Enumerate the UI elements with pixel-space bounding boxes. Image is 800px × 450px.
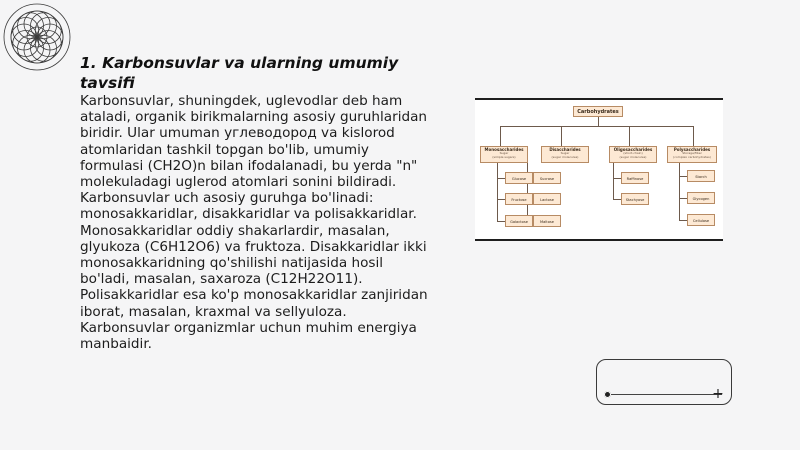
connector xyxy=(629,126,630,146)
leaf-label: Starch xyxy=(695,175,707,179)
group-sublabel: Sugar xyxy=(560,151,570,155)
diagram-leaf-node xyxy=(687,170,715,182)
group-sublabel: (simple sugars) xyxy=(492,154,516,159)
diagram-group-node xyxy=(609,146,657,163)
diagram-group-node xyxy=(480,146,528,163)
slide-body-text: Karbonsuvlar, shuningdek, uglevodlar deb ham ataladi, organik birikmalarning asosiy guruhlaridan biridir. Ular umuman углеводород va kislorod atomlaridan tashkil topgan bo'lib, umumiy formulasi (CH2O)n bilan ifodalanadi, bu yerda "n" molekuladagi uglerod atomlari sonini bildiradi. Karbonsuvlar uch asosiy guruhga bo'linadi: monosakkaridlar, disakkaridlar va polisakkaridlar. Monosakkaridlar oddiy shakarlardir, masalan, glyukoza (C6H12O6) va fruktoza. Disakkaridlar ikki monosakkaridning qo'shilishi natijasida hosil bo'ladi, masalan, saxaroza (C12H22O11). Polisakkaridlar esa ko'p monosakkaridlar zanjiridan iborat, masalan, kraxmal va sellyuloza. Karbonsuvlar organizmlar uchun muhim energiya manbaidir. xyxy=(80,93,428,353)
diagram-leaf-node xyxy=(533,215,561,227)
leaf-label: Galactose xyxy=(510,220,528,224)
group-sublabel: Storage/fiber xyxy=(682,151,702,155)
connector xyxy=(613,199,621,200)
group-sublabel: (sugar molecules) xyxy=(619,154,647,159)
connector xyxy=(693,126,694,146)
leaf-label: Sucrose xyxy=(539,177,555,181)
scrubber-track[interactable] xyxy=(606,394,722,395)
diagram-leaf-node xyxy=(687,192,715,204)
diagram-group-node xyxy=(541,146,589,163)
diagram-root-node xyxy=(573,106,623,117)
scrubber-handle[interactable] xyxy=(604,391,611,398)
connector xyxy=(679,198,687,199)
diagram-leaf-node xyxy=(621,193,649,205)
group-sublabel: Sugar xyxy=(499,151,509,155)
connector xyxy=(527,162,528,222)
connector xyxy=(500,126,501,146)
connector xyxy=(679,220,687,221)
media-scrubber[interactable] xyxy=(596,359,732,405)
group-label: Polysaccharides xyxy=(673,147,711,152)
leaf-label: Fructose xyxy=(511,198,527,202)
leaf-label: Cellulose xyxy=(692,219,710,223)
group-sublabel: (sugar molecules) xyxy=(551,154,579,159)
diagram-leaf-node xyxy=(505,193,533,205)
carbohydrates-diagram xyxy=(475,98,723,241)
group-sublabel: (complex carbohydrates) xyxy=(673,154,711,159)
diagram-leaf-node xyxy=(687,214,715,226)
group-sublabel: (short-chain) xyxy=(623,151,643,155)
group-label: Disaccharides xyxy=(549,147,581,152)
diagram-leaf-node xyxy=(505,172,533,184)
leaf-label: Glycogen xyxy=(692,197,710,201)
connector xyxy=(497,221,505,222)
connector xyxy=(497,178,505,179)
root-label: Carbohydrates xyxy=(577,109,619,115)
group-label: Monosaccharides xyxy=(484,147,524,152)
connector xyxy=(598,116,599,126)
connector xyxy=(613,178,621,179)
leaf-label: Glucose xyxy=(511,177,527,181)
connector xyxy=(497,162,498,222)
group-label: Oligosaccharides xyxy=(613,147,653,152)
diagram-group-node xyxy=(667,146,717,163)
connector xyxy=(500,126,693,127)
diagram-bottom-rule xyxy=(475,239,723,241)
diagram-leaf-node xyxy=(533,172,561,184)
connector xyxy=(679,162,680,221)
leaf-label: Lactose xyxy=(540,198,554,202)
rosette-ornament-icon xyxy=(3,3,71,71)
connector xyxy=(613,162,614,200)
slide-title: 1. Karbonsuvlar va ularning umumiy tavsifi xyxy=(80,54,399,92)
diagram-leaf-node xyxy=(505,215,533,227)
connector xyxy=(679,176,687,177)
diagram-leaf-node xyxy=(533,193,561,205)
diagram-top-rule xyxy=(475,98,723,100)
plus-icon[interactable]: + xyxy=(712,386,724,402)
leaf-label: Maltose xyxy=(540,220,554,224)
diagram-leaf-node xyxy=(621,172,649,184)
connector xyxy=(497,199,505,200)
connector xyxy=(561,126,562,146)
leaf-label: Raffinose xyxy=(626,177,644,181)
leaf-label: Stachyose xyxy=(625,198,645,202)
